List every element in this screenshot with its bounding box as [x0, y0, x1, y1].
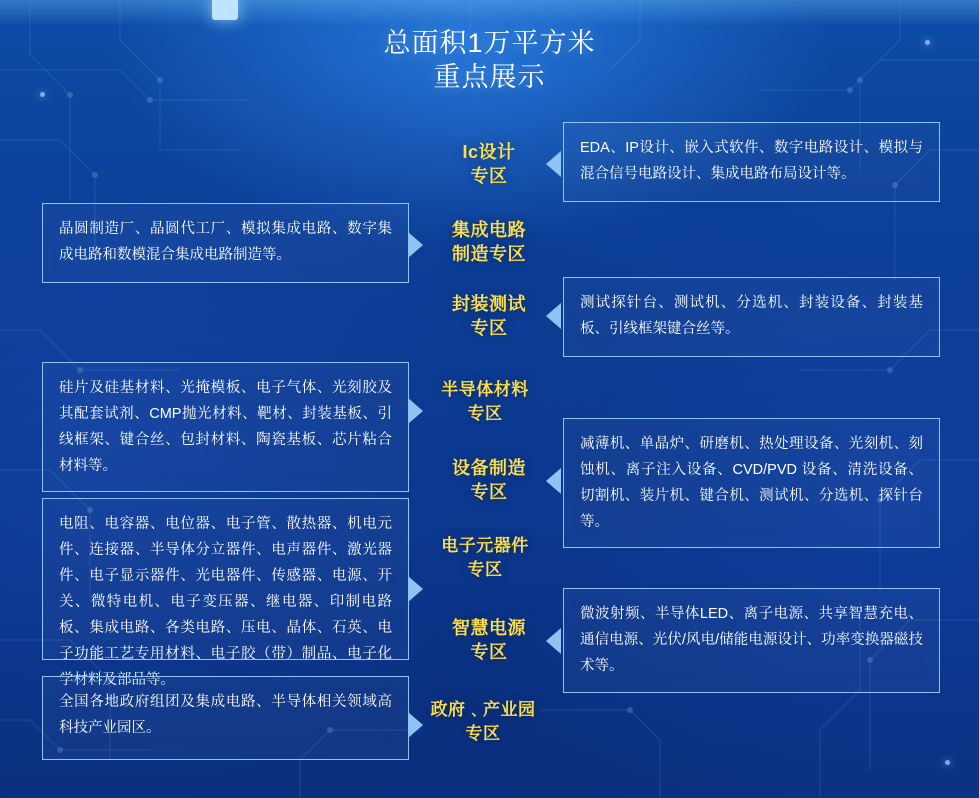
pointer-arrow-electronic-components [408, 576, 423, 602]
zone-card-government-industrial-park: 全国各地政府组团及集成电路、半导体相关领域高科技产业园区。 [42, 676, 409, 760]
zone-label-line1: 封装测试 [452, 294, 526, 314]
zone-card-ic-manufacturing: 晶圆制造厂、晶圆代工厂、模拟集成电路、数字集成电路和数模混合集成电路制造等。 [42, 203, 409, 283]
zone-label-line1: 智慧电源 [452, 618, 526, 638]
decorative-dot [925, 40, 930, 45]
zone-label-government-industrial-park[interactable] [408, 698, 558, 746]
pointer-arrow-equipment-manufacturing [546, 468, 561, 494]
zone-card-equipment-manufacturing: 减薄机、单晶炉、研磨机、热处理设备、光刻机、刻蚀机、离子注入设备、CVD/PVD 设备、清洗设备、切割机、装片机、键合机、测试机、分选机、探针台等。 [563, 418, 940, 548]
zone-label-smart-power[interactable] [414, 616, 564, 664]
zone-label-line1: 电子元器件 [441, 536, 529, 555]
zone-label-line1: 半导体材料 [441, 380, 529, 399]
zone-label-line1: Ic设计 [462, 142, 516, 162]
pointer-arrow-packaging-testing [546, 303, 561, 329]
pointer-arrow-ic-design [546, 151, 561, 177]
zone-label-line2: 专区 [470, 166, 508, 186]
pointer-arrow-government-industrial-park [408, 712, 423, 738]
title-line-2: 重点展示 [433, 62, 546, 92]
title-line-1: 总面积1万平方米 [383, 28, 596, 58]
pointer-arrow-smart-power [546, 628, 561, 654]
zone-label-electronic-components[interactable] [410, 534, 560, 582]
decorative-dot [945, 760, 950, 765]
zone-label-line1: 设备制造 [452, 458, 526, 478]
zone-label-line1: 集成电路 [452, 220, 526, 240]
page-title [0, 26, 979, 94]
top-connector-decoration [212, 0, 238, 20]
decorative-dot [40, 92, 45, 97]
zone-card-semiconductor-materials: 硅片及硅基材料、光掩模板、电子气体、光刻胶及其配套试剂、CMP抛光材料、靶材、封装基板、引线框架、键合丝、包封材料、陶瓷基板、芯片粘合材料等。 [42, 362, 409, 492]
zone-label-line2: 专区 [470, 318, 508, 338]
zone-label-line2: 专区 [470, 642, 508, 662]
zone-label-line2: 专区 [470, 482, 508, 502]
zone-label-equipment-manufacturing[interactable] [414, 456, 564, 504]
zone-card-ic-design: EDA、IP设计、嵌入式软件、数字电路设计、模拟与混合信号电路设计、集成电路布局设计等。 [563, 122, 940, 202]
zone-label-line2: 专区 [467, 560, 503, 579]
zone-card-packaging-testing: 测试探针台、测试机、分选机、封装设备、封装基板、引线框架键合丝等。 [563, 277, 940, 357]
top-glow [0, 0, 979, 26]
zone-label-packaging-testing[interactable] [414, 292, 564, 340]
zone-label-semiconductor-materials[interactable] [410, 378, 560, 426]
zone-label-line2: 专区 [467, 404, 503, 423]
zone-label-line2: 制造专区 [452, 244, 526, 264]
pointer-arrow-ic-manufacturing [408, 232, 423, 258]
zone-card-electronic-components: 电阻、电容器、电位器、电子管、散热器、机电元件、连接器、半导体分立器件、电声器件、激光器件、电子显示器件、光电器件、传感器、电源、开关、微特电机、电子变压器、继电器、印制电路板、集成电路、各类电路、压电、晶体、石英、电子功能工艺专用材料、电子胶（带）制品、电子化学材料及部品等。 [42, 498, 409, 660]
zone-label-ic-manufacturing[interactable] [414, 218, 564, 266]
zone-label-ic-design[interactable] [414, 140, 564, 188]
zone-card-smart-power: 微波射频、半导体LED、离子电源、共享智慧充电、通信电源、光伏/风电/储能电源设计、功率变换器磁技术等。 [563, 588, 940, 693]
zone-label-line1: 政府﹑产业园 [430, 700, 536, 719]
pointer-arrow-semiconductor-materials [408, 398, 423, 424]
zone-label-line2: 专区 [465, 724, 501, 743]
